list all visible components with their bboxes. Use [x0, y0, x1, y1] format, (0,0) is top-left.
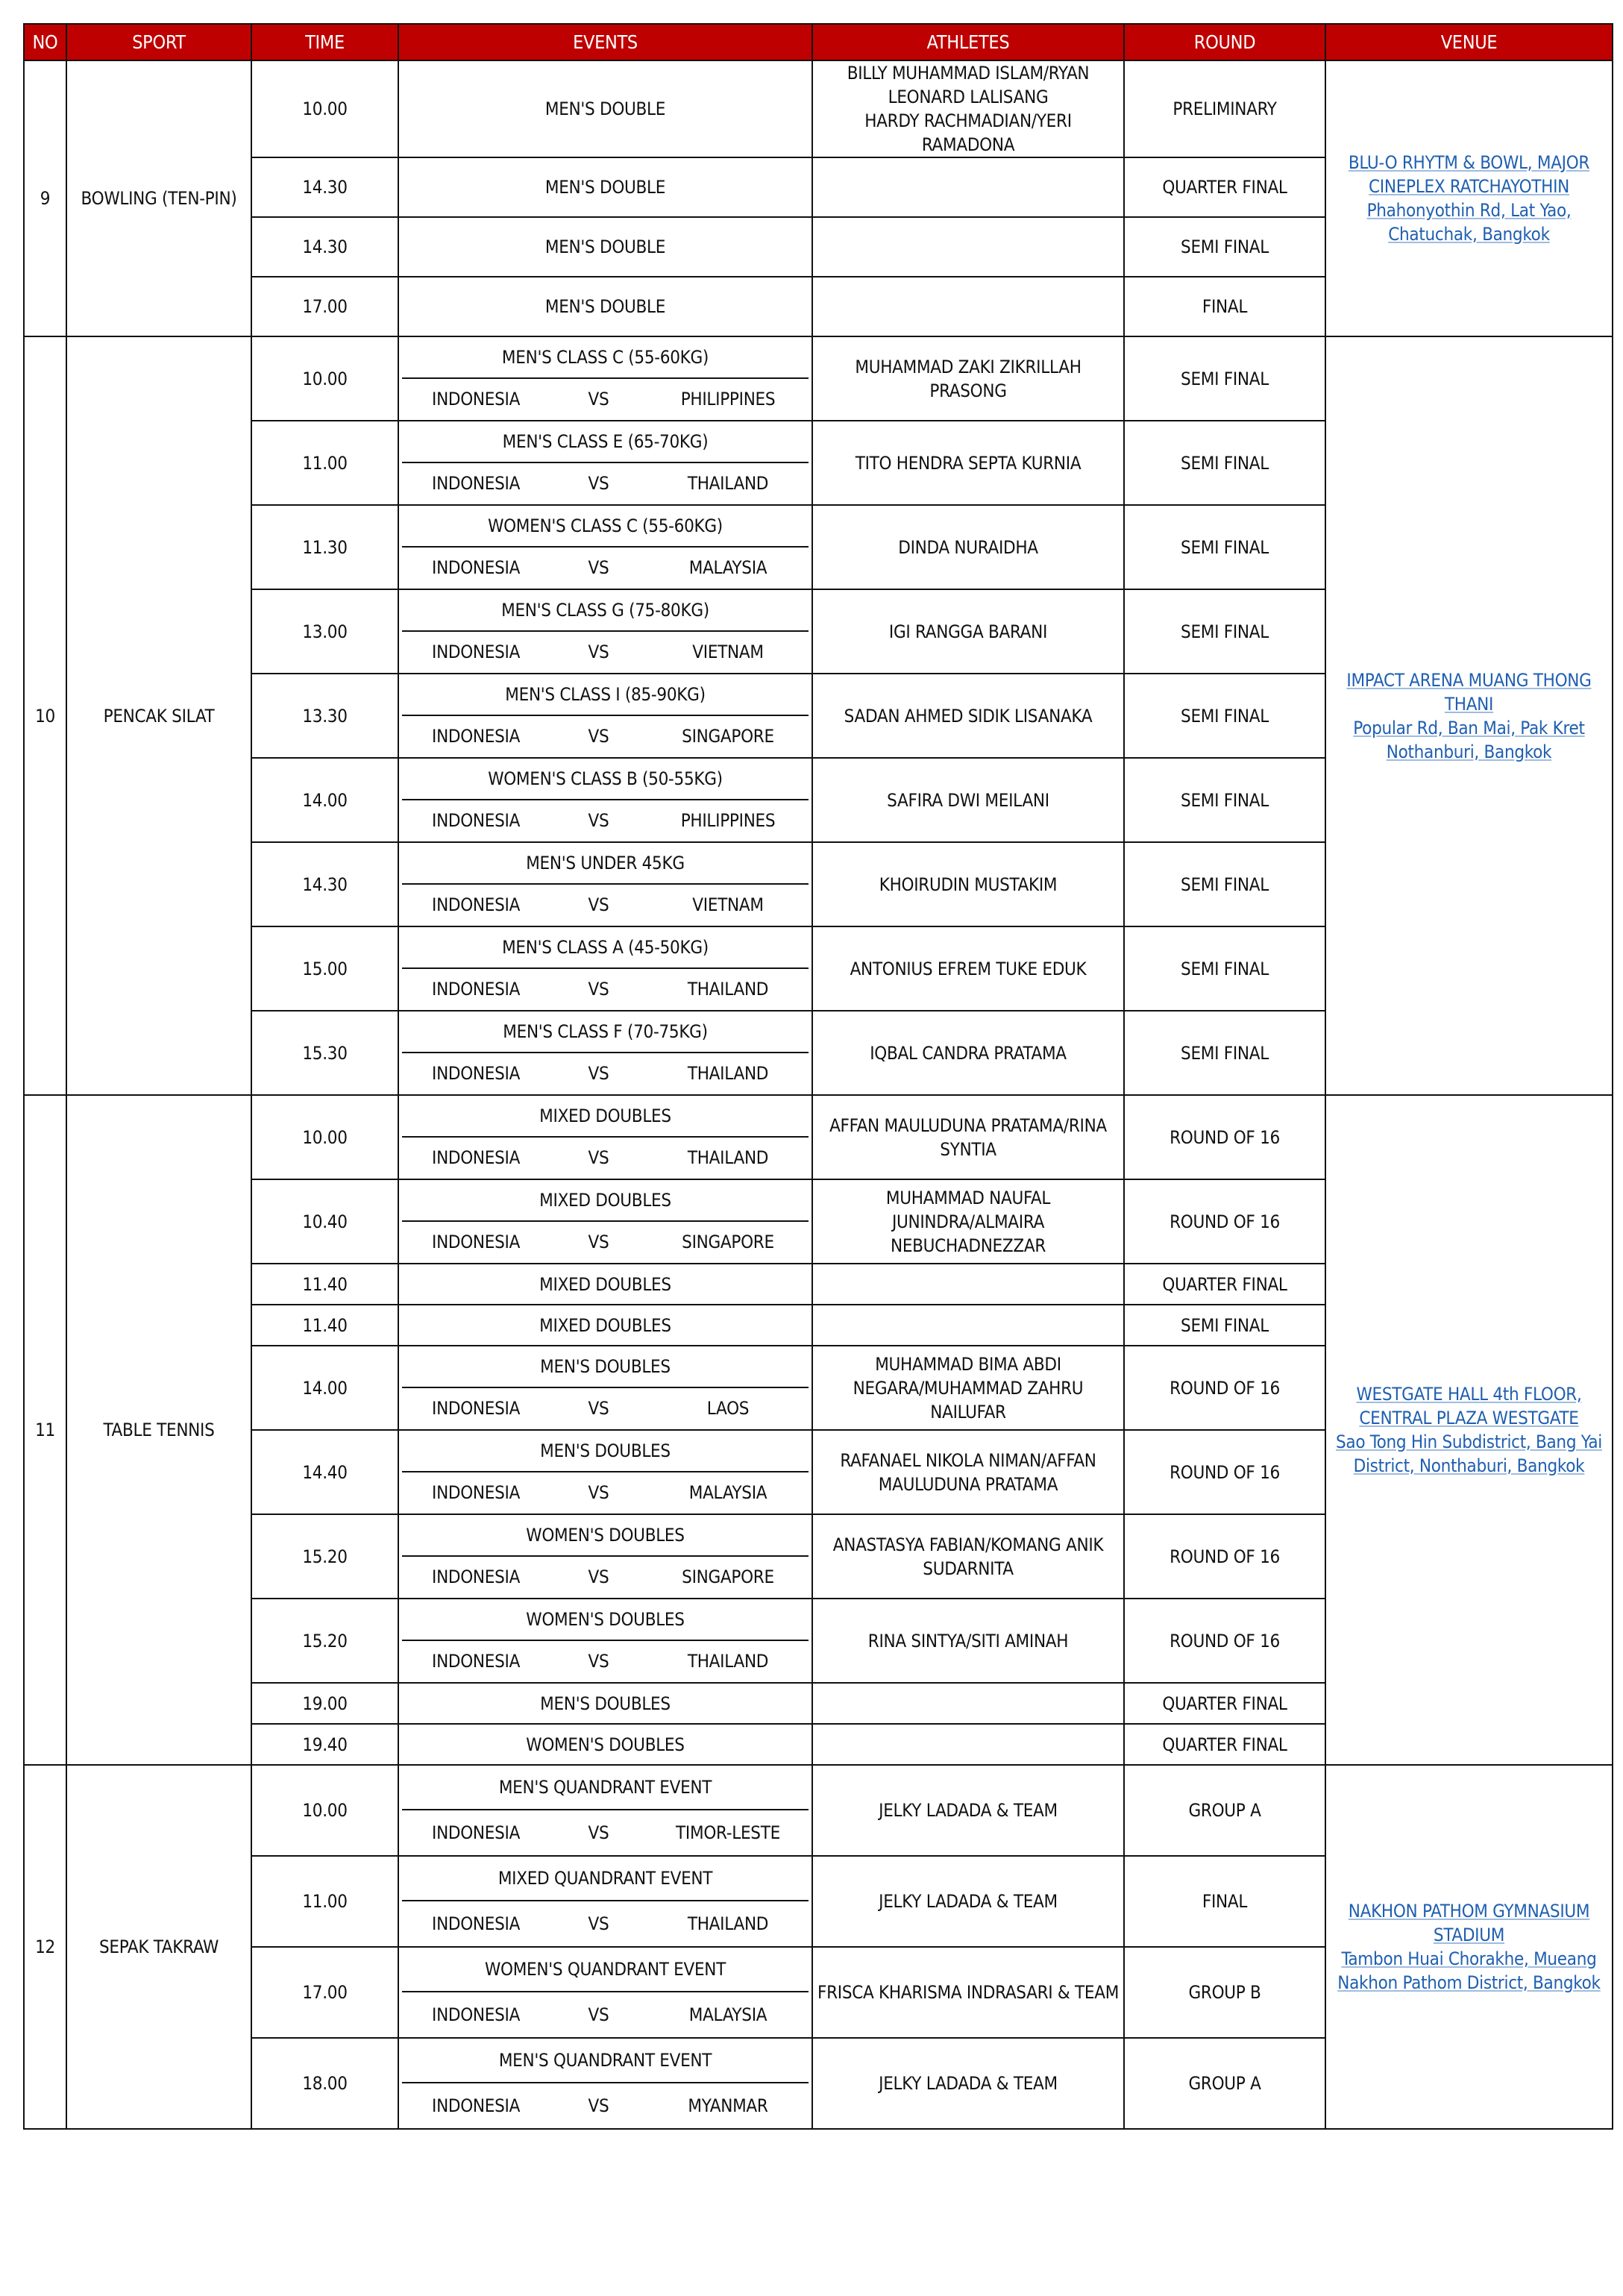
athletes-cell: JELKY LADADA & TEAM [812, 1765, 1124, 1856]
event-title: MEN'S CLASS I (85-90KG) [402, 674, 809, 716]
vs-label: VS [588, 557, 609, 579]
team-2: MYANMAR [688, 2095, 768, 2116]
team-2: VIETNAM [692, 642, 764, 663]
event-time: 15.30 [251, 1011, 398, 1095]
event-title: MEN'S DOUBLES [398, 1683, 812, 1724]
event-title: MIXED QUANDRANT EVENT [402, 1857, 809, 1901]
team-2: PHILIPPINES [680, 389, 776, 410]
vs-label: VS [588, 642, 609, 663]
team-1: INDONESIA [432, 557, 521, 579]
venue-cell [1325, 60, 1613, 336]
round-cell: SEMI FINAL [1124, 926, 1325, 1011]
sport-name: SEPAK TAKRAW [66, 1765, 251, 2129]
table-header [24, 24, 1613, 60]
event-title: MEN'S DOUBLE [398, 157, 812, 217]
round-cell: ROUND OF 16 [1124, 1514, 1325, 1599]
athletes-cell [812, 1683, 1124, 1724]
event-time: 14.30 [251, 157, 398, 217]
event-title: MEN'S QUANDRANT EVENT [402, 1766, 809, 1810]
event-matchup [402, 969, 809, 1011]
team-1: INDONESIA [432, 894, 521, 916]
vs-label: VS [588, 894, 609, 916]
round-cell: FINAL [1124, 277, 1325, 336]
event-cell [398, 674, 812, 758]
header-events: EVENTS [398, 24, 812, 60]
event-time: 17.00 [251, 277, 398, 336]
event-cell [398, 1514, 812, 1599]
venue-link[interactable]: BLU-O RHYTM & BOWL, MAJOR CINEPLEX RATCHAYOTHIN [1348, 152, 1590, 197]
team-1: INDONESIA [432, 1822, 521, 1843]
team-2: THAILAND [687, 473, 769, 495]
athletes-cell [812, 157, 1124, 217]
event-title: MIXED DOUBLES [402, 1180, 809, 1222]
athletes-cell: FRISCA KHARISMA INDRASARI & TEAM [812, 1947, 1124, 2038]
event-matchup [402, 463, 809, 505]
event-cell [398, 1346, 812, 1430]
team-2: MALAYSIA [688, 2004, 767, 2025]
team-1: INDONESIA [432, 726, 521, 747]
sport-name: BOWLING (TEN-PIN) [66, 60, 251, 336]
vs-label: VS [588, 1822, 609, 1843]
team-2: THAILAND [687, 1913, 769, 1934]
event-time: 15.20 [251, 1599, 398, 1683]
table-body [24, 60, 1613, 2129]
round-cell: ROUND OF 16 [1124, 1346, 1325, 1430]
vs-label: VS [588, 473, 609, 495]
event-matchup [402, 885, 809, 926]
event-time: 10.00 [251, 1095, 398, 1179]
event-cell [398, 421, 812, 505]
athletes-cell: KHOIRUDIN MUSTAKIM [812, 842, 1124, 926]
event-time: 14.30 [251, 217, 398, 277]
athletes-cell: AFFAN MAULUDUNA PRATAMA/RINA SYNTIA [812, 1095, 1124, 1179]
event-cell [398, 336, 812, 421]
team-2: SINGAPORE [682, 1232, 774, 1253]
event-time: 14.00 [251, 1346, 398, 1430]
venue-address-link[interactable]: Popular Rd, Ban Mai, Pak Kret Nothanburi, Bangkok [1353, 717, 1585, 762]
event-cell [398, 1430, 812, 1514]
event-matchup [402, 1388, 809, 1430]
team-2: LAOS [706, 1398, 750, 1420]
event-cell [398, 589, 812, 674]
event-time: 13.30 [251, 674, 398, 758]
team-1: INDONESIA [432, 1482, 521, 1504]
vs-label: VS [588, 1147, 609, 1169]
round-cell: FINAL [1124, 1856, 1325, 1947]
athletes-cell: JELKY LADADA & TEAM [812, 2038, 1124, 2129]
table-row [24, 336, 1613, 421]
team-2: MALAYSIA [688, 1482, 767, 1504]
round-cell: PRELIMINARY [1124, 60, 1325, 157]
event-title: MEN'S CLASS C (55-60KG) [402, 337, 809, 379]
event-matchup [402, 800, 809, 842]
team-2: SINGAPORE [682, 1566, 774, 1588]
athletes-cell: JELKY LADADA & TEAM [812, 1856, 1124, 1947]
event-cell [398, 1947, 812, 2038]
event-cell [398, 926, 812, 1011]
event-cell [398, 1599, 812, 1683]
athletes-cell: BILLY MUHAMMAD ISLAM/RYAN LEONARD LALISANG HARDY RACHMADIAN/YERI RAMADONA [812, 60, 1124, 157]
event-time: 14.00 [251, 758, 398, 842]
team-1: INDONESIA [432, 2095, 521, 2116]
team-1: INDONESIA [432, 1398, 521, 1420]
event-matchup [402, 632, 809, 674]
round-cell: QUARTER FINAL [1124, 1683, 1325, 1724]
event-cell [398, 505, 812, 589]
round-cell: ROUND OF 16 [1124, 1179, 1325, 1264]
event-time: 10.00 [251, 336, 398, 421]
event-matchup [402, 379, 809, 421]
event-title: MEN'S DOUBLES [402, 1431, 809, 1472]
round-cell: SEMI FINAL [1124, 674, 1325, 758]
team-2: THAILAND [687, 979, 769, 1000]
event-time: 17.00 [251, 1947, 398, 2038]
team-2: THAILAND [687, 1651, 769, 1672]
athletes-cell: MUHAMMAD BIMA ABDI NEGARA/MUHAMMAD ZAHRU NAILUFAR [812, 1346, 1124, 1430]
athletes-cell: ANTONIUS EFREM TUKE EDUK [812, 926, 1124, 1011]
event-title: MIXED DOUBLES [402, 1096, 809, 1138]
event-title: MEN'S QUANDRANT EVENT [402, 2039, 809, 2083]
event-matchup [402, 1053, 809, 1095]
event-title: MEN'S CLASS E (65-70KG) [402, 421, 809, 463]
header-round: ROUND [1124, 24, 1325, 60]
event-time: 10.00 [251, 60, 398, 157]
vs-label: VS [588, 1482, 609, 1504]
vs-label: VS [588, 389, 609, 410]
sport-number: 11 [24, 1095, 66, 1765]
header-time: TIME [251, 24, 398, 60]
round-cell: SEMI FINAL [1124, 1305, 1325, 1346]
event-title: MEN'S DOUBLE [398, 217, 812, 277]
event-matchup [402, 1138, 809, 1179]
event-time: 10.00 [251, 1765, 398, 1856]
event-cell [398, 1765, 812, 1856]
event-title: MEN'S UNDER 45KG [402, 843, 809, 885]
event-title: MIXED DOUBLES [398, 1264, 812, 1305]
venue-address-link[interactable]: Phahonyothin Rd, Lat Yao, Chatuchak, Bangkok [1366, 200, 1572, 245]
event-time: 19.40 [251, 1724, 398, 1765]
venue-cell [1325, 1095, 1613, 1765]
event-time: 11.00 [251, 1856, 398, 1947]
sport-name: TABLE TENNIS [66, 1095, 251, 1765]
round-cell: SEMI FINAL [1124, 758, 1325, 842]
table-row [24, 1765, 1613, 1856]
event-time: 15.20 [251, 1514, 398, 1599]
vs-label: VS [588, 1398, 609, 1420]
event-time: 18.00 [251, 2038, 398, 2129]
schedule-table [23, 23, 1613, 2130]
sport-number: 12 [24, 1765, 66, 2129]
venue-address-link[interactable]: Sao Tong Hin Subdistrict, Bang Yai District, Nonthaburi, Bangkok [1335, 1431, 1602, 1476]
team-1: INDONESIA [432, 1232, 521, 1253]
round-cell: GROUP A [1124, 2038, 1325, 2129]
round-cell: QUARTER FINAL [1124, 1264, 1325, 1305]
athletes-cell: DINDA NURAIDHA [812, 505, 1124, 589]
event-title: MEN'S CLASS F (70-75KG) [402, 1011, 809, 1053]
vs-label: VS [588, 810, 609, 832]
round-cell: SEMI FINAL [1124, 421, 1325, 505]
round-cell: ROUND OF 16 [1124, 1599, 1325, 1683]
team-1: INDONESIA [432, 642, 521, 663]
team-2: TIMOR-LESTE [676, 1822, 780, 1843]
event-time: 11.40 [251, 1264, 398, 1305]
event-time: 11.00 [251, 421, 398, 505]
event-title: WOMEN'S DOUBLES [402, 1515, 809, 1557]
athletes-cell: TITO HENDRA SEPTA KURNIA [812, 421, 1124, 505]
vs-label: VS [588, 1232, 609, 1253]
event-time: 19.00 [251, 1683, 398, 1724]
athletes-cell [812, 217, 1124, 277]
event-title: MEN'S CLASS G (75-80KG) [402, 590, 809, 632]
athletes-cell: MUHAMMAD NAUFAL JUNINDRA/ALMAIRA NEBUCHADNEZZAR [812, 1179, 1124, 1264]
team-1: INDONESIA [432, 1147, 521, 1169]
team-1: INDONESIA [432, 810, 521, 832]
event-cell [398, 1095, 812, 1179]
event-time: 10.40 [251, 1179, 398, 1264]
vs-label: VS [588, 1063, 609, 1085]
venue-address-link[interactable]: Tambon Huai Chorakhe, Mueang Nakhon Pathom District, Bangkok [1337, 1948, 1601, 1993]
athletes-cell: RAFANAEL NIKOLA NIMAN/AFFAN MAULUDUNA PRATAMA [812, 1430, 1124, 1514]
team-1: INDONESIA [432, 1063, 521, 1085]
table-row [24, 60, 1613, 157]
athletes-cell: RINA SINTYA/SITI AMINAH [812, 1599, 1124, 1683]
event-title: MEN'S DOUBLES [402, 1346, 809, 1388]
venue-link[interactable]: WESTGATE HALL 4th FLOOR, CENTRAL PLAZA WESTGATE [1356, 1384, 1582, 1428]
event-time: 11.30 [251, 505, 398, 589]
event-cell [398, 2038, 812, 2129]
event-cell [398, 1011, 812, 1095]
sport-number: 9 [24, 60, 66, 336]
team-1: INDONESIA [432, 1913, 521, 1934]
athletes-cell: SAFIRA DWI MEILANI [812, 758, 1124, 842]
vs-label: VS [588, 726, 609, 747]
round-cell: SEMI FINAL [1124, 589, 1325, 674]
round-cell: GROUP A [1124, 1765, 1325, 1856]
vs-label: VS [588, 1913, 609, 1934]
event-cell [398, 758, 812, 842]
event-title: MIXED DOUBLES [398, 1305, 812, 1346]
event-matchup [402, 1641, 809, 1683]
sport-number: 10 [24, 336, 66, 1095]
event-time: 14.40 [251, 1430, 398, 1514]
venue-cell [1325, 1765, 1613, 2129]
round-cell: SEMI FINAL [1124, 336, 1325, 421]
athletes-cell [812, 1305, 1124, 1346]
event-title: MEN'S DOUBLE [398, 60, 812, 157]
team-2: MALAYSIA [688, 557, 767, 579]
event-title: WOMEN'S QUANDRANT EVENT [402, 1948, 809, 1992]
event-title: WOMEN'S DOUBLES [402, 1599, 809, 1641]
round-cell: QUARTER FINAL [1124, 157, 1325, 217]
event-matchup [402, 1901, 809, 1946]
athletes-cell: SADAN AHMED SIDIK LISANAKA [812, 674, 1124, 758]
athletes-cell: ANASTASYA FABIAN/KOMANG ANIK SUDARNITA [812, 1514, 1124, 1599]
team-2: THAILAND [687, 1063, 769, 1085]
event-cell [398, 1856, 812, 1947]
athletes-cell: MUHAMMAD ZAKI ZIKRILLAH PRASONG [812, 336, 1124, 421]
team-1: INDONESIA [432, 1651, 521, 1672]
round-cell: ROUND OF 16 [1124, 1095, 1325, 1179]
round-cell: SEMI FINAL [1124, 505, 1325, 589]
event-time: 13.00 [251, 589, 398, 674]
header-no: NO [24, 24, 66, 60]
team-1: INDONESIA [432, 473, 521, 495]
event-title: WOMEN'S DOUBLES [398, 1724, 812, 1765]
athletes-cell [812, 1724, 1124, 1765]
event-matchup [402, 1222, 809, 1264]
athletes-cell: IGI RANGGA BARANI [812, 589, 1124, 674]
event-cell [398, 1179, 812, 1264]
vs-label: VS [588, 2004, 609, 2025]
team-1: INDONESIA [432, 979, 521, 1000]
team-2: PHILIPPINES [680, 810, 776, 832]
vs-label: VS [588, 1651, 609, 1672]
athletes-cell [812, 1264, 1124, 1305]
team-1: INDONESIA [432, 389, 521, 410]
event-matchup [402, 1557, 809, 1599]
team-2: VIETNAM [692, 894, 764, 916]
event-time: 15.00 [251, 926, 398, 1011]
sport-name: PENCAK SILAT [66, 336, 251, 1095]
event-title: WOMEN'S CLASS B (50-55KG) [402, 759, 809, 800]
event-matchup [402, 548, 809, 589]
round-cell: SEMI FINAL [1124, 217, 1325, 277]
venue-link[interactable]: NAKHON PATHOM GYMNASIUM STADIUM [1348, 1901, 1590, 1945]
table-row [24, 1095, 1613, 1179]
vs-label: VS [588, 2095, 609, 2116]
event-matchup [402, 716, 809, 758]
event-title: MEN'S CLASS A (45-50KG) [402, 927, 809, 969]
round-cell: QUARTER FINAL [1124, 1724, 1325, 1765]
header-athletes: ATHLETES [812, 24, 1124, 60]
team-1: INDONESIA [432, 2004, 521, 2025]
round-cell: ROUND OF 16 [1124, 1430, 1325, 1514]
event-cell [398, 842, 812, 926]
event-title: MEN'S DOUBLE [398, 277, 812, 336]
event-matchup [402, 1992, 809, 2037]
team-1: INDONESIA [432, 1566, 521, 1588]
event-title: WOMEN'S CLASS C (55-60KG) [402, 506, 809, 548]
round-cell: SEMI FINAL [1124, 1011, 1325, 1095]
team-2: SINGAPORE [682, 726, 774, 747]
event-time: 14.30 [251, 842, 398, 926]
header-venue: VENUE [1325, 24, 1613, 60]
round-cell: GROUP B [1124, 1947, 1325, 2038]
athletes-cell [812, 277, 1124, 336]
team-2: THAILAND [687, 1147, 769, 1169]
vs-label: VS [588, 979, 609, 1000]
vs-label: VS [588, 1566, 609, 1588]
event-matchup [402, 1810, 809, 1855]
round-cell: SEMI FINAL [1124, 842, 1325, 926]
header-sport: SPORT [66, 24, 251, 60]
venue-cell [1325, 336, 1613, 1095]
venue-link[interactable]: IMPACT ARENA MUANG THONG THANI [1346, 669, 1592, 715]
event-matchup [402, 1472, 809, 1514]
athletes-cell: IQBAL CANDRA PRATAMA [812, 1011, 1124, 1095]
event-matchup [402, 2083, 809, 2128]
event-time: 11.40 [251, 1305, 398, 1346]
